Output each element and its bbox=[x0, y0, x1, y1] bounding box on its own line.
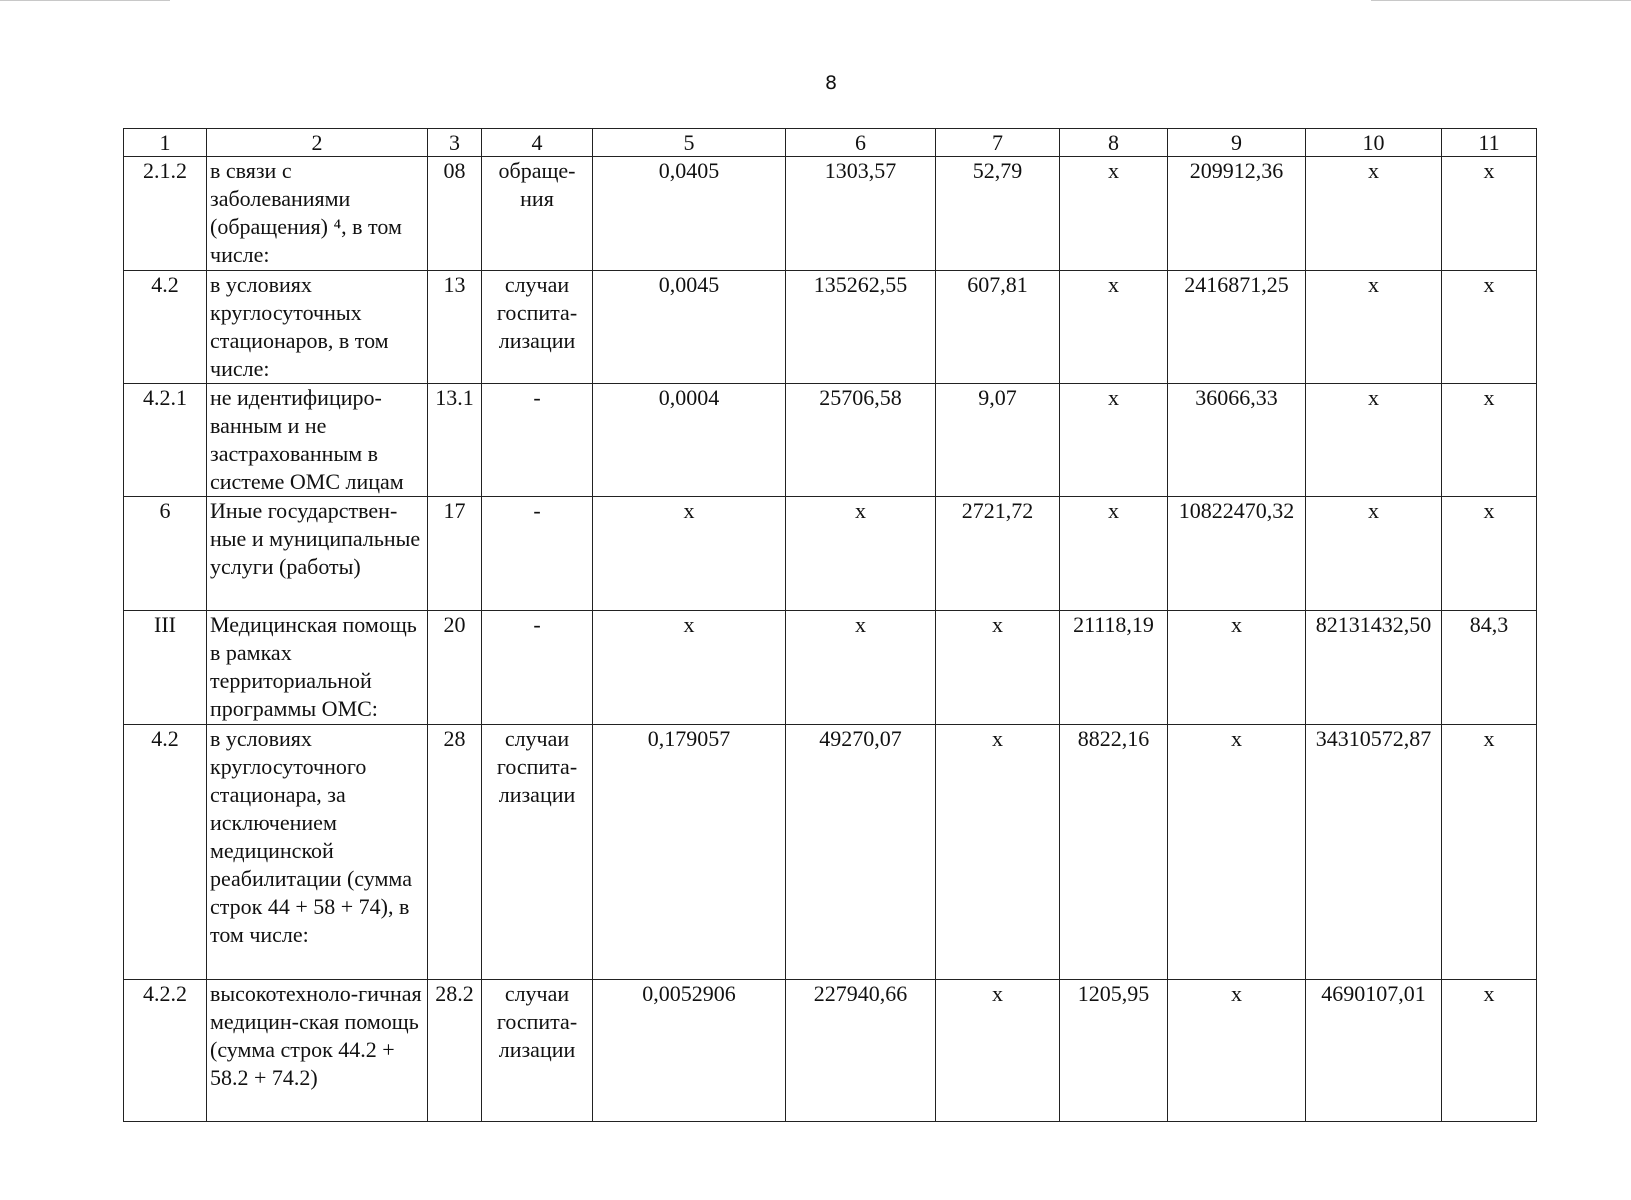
column-header: 8 bbox=[1060, 129, 1168, 157]
row-value: 135262,55 bbox=[786, 271, 936, 384]
row-value: x bbox=[1060, 157, 1168, 271]
row-value: 8822,16 bbox=[1060, 725, 1168, 980]
column-header: 7 bbox=[936, 129, 1060, 157]
row-unit: - bbox=[482, 497, 593, 611]
column-header: 10 bbox=[1306, 129, 1442, 157]
row-value: 1205,95 bbox=[1060, 980, 1168, 1122]
table-row bbox=[124, 980, 1537, 1122]
column-header: 9 bbox=[1168, 129, 1306, 157]
row-value: 227940,66 bbox=[786, 980, 936, 1122]
row-value: 82131432,50 bbox=[1306, 611, 1442, 725]
table-header-row bbox=[124, 129, 1537, 157]
row-line-number: 13.1 bbox=[428, 384, 482, 497]
row-value: x bbox=[1168, 980, 1306, 1122]
row-value: x bbox=[936, 980, 1060, 1122]
row-value: 9,07 bbox=[936, 384, 1060, 497]
row-value: 10822470,32 bbox=[1168, 497, 1306, 611]
row-value: 4690107,01 bbox=[1306, 980, 1442, 1122]
row-code: 6 bbox=[124, 497, 207, 611]
scan-edge-line bbox=[0, 0, 170, 1]
row-value: x bbox=[1060, 497, 1168, 611]
row-code: 4.2.2 bbox=[124, 980, 207, 1122]
row-value: x bbox=[1060, 271, 1168, 384]
row-value: x bbox=[1442, 384, 1537, 497]
row-value: x bbox=[1060, 384, 1168, 497]
row-line-number: 28.2 bbox=[428, 980, 482, 1122]
row-value: x bbox=[1168, 611, 1306, 725]
row-value: 25706,58 bbox=[786, 384, 936, 497]
row-value: 0,0045 bbox=[593, 271, 786, 384]
row-value: 49270,07 bbox=[786, 725, 936, 980]
row-description: не идентифициро-ванным и не застрахованным в системе ОМС лицам bbox=[207, 384, 428, 497]
row-value: x bbox=[593, 497, 786, 611]
row-description: в связи с заболеваниями (обращения) ⁴, в том числе: bbox=[207, 157, 428, 271]
row-unit: случаи госпита-лизации bbox=[482, 980, 593, 1122]
row-code: III bbox=[124, 611, 207, 725]
row-value: 0,0052906 bbox=[593, 980, 786, 1122]
row-unit: - bbox=[482, 384, 593, 497]
row-value: 21118,19 bbox=[1060, 611, 1168, 725]
row-value: 1303,57 bbox=[786, 157, 936, 271]
row-unit: случаи госпита-лизации bbox=[482, 271, 593, 384]
row-line-number: 08 bbox=[428, 157, 482, 271]
row-unit: случаи госпита-лизации bbox=[482, 725, 593, 980]
row-code: 2.1.2 bbox=[124, 157, 207, 271]
column-header: 1 bbox=[124, 129, 207, 157]
row-value: 0,179057 bbox=[593, 725, 786, 980]
row-value: x bbox=[936, 611, 1060, 725]
row-value: 0,0004 bbox=[593, 384, 786, 497]
row-line-number: 13 bbox=[428, 271, 482, 384]
page-number: 8 bbox=[824, 72, 838, 94]
row-value: x bbox=[1168, 725, 1306, 980]
scan-edge-line bbox=[1371, 0, 1631, 1]
row-value: x bbox=[936, 725, 1060, 980]
row-description: Медицинская помощь в рамках территориальной программы ОМС: bbox=[207, 611, 428, 725]
row-code: 4.2.1 bbox=[124, 384, 207, 497]
row-value: 209912,36 bbox=[1168, 157, 1306, 271]
row-value: x bbox=[1442, 497, 1537, 611]
table-row bbox=[124, 497, 1537, 611]
row-value: 52,79 bbox=[936, 157, 1060, 271]
row-description: Иные государствен-ные и муниципальные услуги (работы) bbox=[207, 497, 428, 611]
column-header: 5 bbox=[593, 129, 786, 157]
table-row bbox=[124, 384, 1537, 497]
row-value: x bbox=[1306, 271, 1442, 384]
row-description: высокотехноло-гичная медицин-ская помощь (сумма строк 44.2 + 58.2 + 74.2) bbox=[207, 980, 428, 1122]
row-value: 34310572,87 bbox=[1306, 725, 1442, 980]
table-row bbox=[124, 271, 1537, 384]
column-header: 3 bbox=[428, 129, 482, 157]
table-row bbox=[124, 157, 1537, 271]
column-header: 11 bbox=[1442, 129, 1537, 157]
row-value: x bbox=[1442, 157, 1537, 271]
row-value: x bbox=[786, 497, 936, 611]
row-value: x bbox=[1442, 271, 1537, 384]
row-value: x bbox=[1306, 157, 1442, 271]
row-value: x bbox=[593, 611, 786, 725]
row-line-number: 17 bbox=[428, 497, 482, 611]
table-row bbox=[124, 725, 1537, 980]
row-line-number: 28 bbox=[428, 725, 482, 980]
row-value: 607,81 bbox=[936, 271, 1060, 384]
column-header: 6 bbox=[786, 129, 936, 157]
row-value: 36066,33 bbox=[1168, 384, 1306, 497]
row-value: x bbox=[1442, 725, 1537, 980]
row-value: 0,0405 bbox=[593, 157, 786, 271]
row-code: 4.2 bbox=[124, 725, 207, 980]
row-description: в условиях круглосуточных стационаров, в том числе: bbox=[207, 271, 428, 384]
row-description: в условиях круглосуточного стационара, за исключением медицинской реабилитации (сумма строк 44 + 58 + 74), в том числе: bbox=[207, 725, 428, 980]
data-table bbox=[123, 128, 1537, 1122]
row-unit: - bbox=[482, 611, 593, 725]
row-value: 2416871,25 bbox=[1168, 271, 1306, 384]
column-header: 2 bbox=[207, 129, 428, 157]
column-header: 4 bbox=[482, 129, 593, 157]
row-value: 84,3 bbox=[1442, 611, 1537, 725]
row-value: x bbox=[1306, 384, 1442, 497]
row-value: 2721,72 bbox=[936, 497, 1060, 611]
row-line-number: 20 bbox=[428, 611, 482, 725]
row-value: x bbox=[1306, 497, 1442, 611]
row-code: 4.2 bbox=[124, 271, 207, 384]
row-value: x bbox=[1442, 980, 1537, 1122]
table-row bbox=[124, 611, 1537, 725]
row-value: x bbox=[786, 611, 936, 725]
row-unit: обраще-ния bbox=[482, 157, 593, 271]
